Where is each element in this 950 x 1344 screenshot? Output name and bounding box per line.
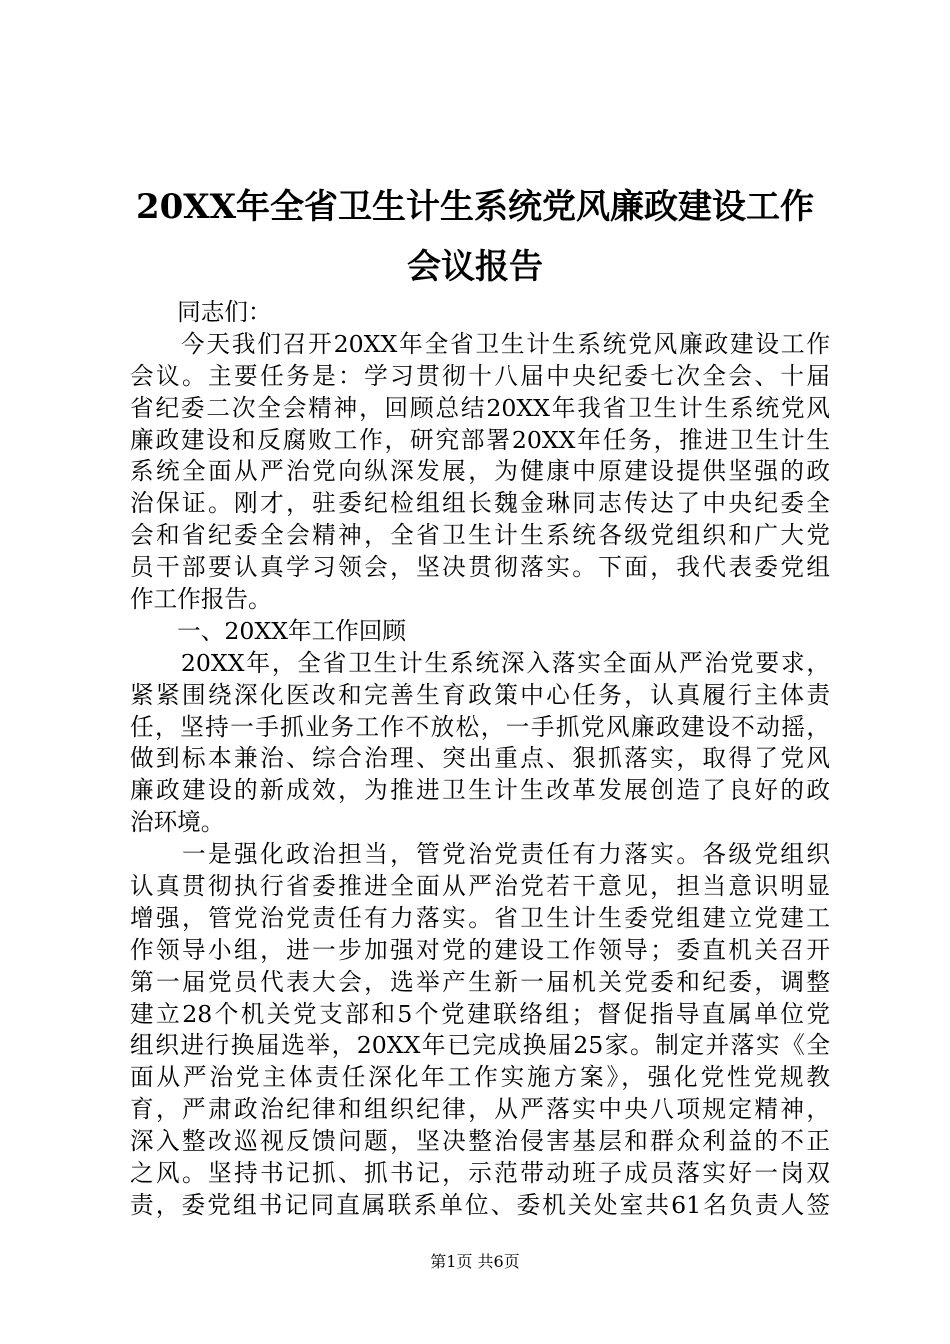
body-line: 员干部要认真学习领会，坚决贯彻落实。下面，我代表委党组 [130, 553, 830, 582]
body-line: 会议。主要任务是：学习贯彻十八届中央纪委七次全会、十届 [130, 361, 830, 390]
body-line: 组织进行换届选举，20XX年已完成换届25家。制定并落实《全 [130, 1031, 830, 1060]
body-line: 育，严肃政治纪律和组织纪律，从严落实中央八项规定精神， [130, 1095, 830, 1124]
body-line: 第一届党员代表大会，选举产生新一届机关党委和纪委，调整 [130, 967, 830, 996]
body-line: 20XX年，全省卫生计生系统深入落实全面从严治党要求， [130, 648, 830, 677]
body-line: 今天我们召开20XX年全省卫生计生系统党风廉政建设工作 [130, 329, 830, 358]
body-line: 廉政建设的新成效，为推进卫生计生改革发展创造了良好的政 [130, 776, 830, 805]
body-line: 廉政建设和反腐败工作，研究部署20XX年任务，推进卫生计生 [130, 425, 830, 454]
body-line: 治环境。 [130, 808, 225, 837]
document-title-line-1: 20XX年全省卫生计生系统党风廉政建设工作 [135, 187, 815, 227]
page-footer: 第1页 共6页 [430, 1252, 520, 1271]
body-line: 面从严治党主体责任深化年工作实施方案》，强化党性党规教 [130, 1063, 830, 1092]
body-line: 认真贯彻执行省委推进全面从严治党若干意见，担当意识明显 [130, 872, 830, 901]
body-line: 建立28个机关党支部和5个党建联络组；督促指导直属单位党 [130, 999, 830, 1028]
body-line: 作领导小组，进一步加强对党的建设工作领导；委直机关召开 [130, 935, 830, 964]
body-line: 同志们： [130, 298, 272, 326]
body-line: 治保证。刚才，驻委纪检组组长魏金琳同志传达了中央纪委全 [130, 489, 830, 518]
body-line: 省纪委二次全会精神，回顾总结20XX年我省卫生计生系统党风 [130, 393, 830, 422]
body-line: 系统全面从严治党向纵深发展，为健康中原建设提供坚强的政 [130, 457, 830, 486]
body-line: 一、20XX年工作回顾 [130, 616, 406, 645]
body-line: 深入整改巡视反馈问题，坚决整治侵害基层和群众利益的不正 [130, 1127, 830, 1156]
body-line: 任，坚持一手抓业务工作不放松，一手抓党风廉政建设不动摇， [130, 712, 830, 741]
body-line: 作工作报告。 [130, 585, 272, 614]
body-line: 一是强化政治担当，管党治党责任有力落实。各级党组织 [130, 840, 830, 869]
body-line: 会和省纪委全会精神，全省卫生计生系统各级党组织和广大党 [130, 521, 830, 550]
document-title-line-2: 会议报告 [407, 247, 543, 287]
body-line: 做到标本兼治、综合治理、突出重点、狠抓落实，取得了党风 [130, 744, 830, 773]
document-body [130, 297, 830, 1222]
body-line: 紧紧围绕深化医改和完善生育政策中心任务，认真履行主体责 [130, 680, 830, 709]
body-line: 责，委党组书记同直属联系单位、委机关处室共61名负责人签 [130, 1190, 830, 1219]
body-line: 之风。坚持书记抓、抓书记，示范带动班子成员落实好一岗双 [130, 1159, 830, 1188]
body-line: 增强，管党治党责任有力落实。省卫生计生委党组建立党建工 [130, 903, 830, 932]
